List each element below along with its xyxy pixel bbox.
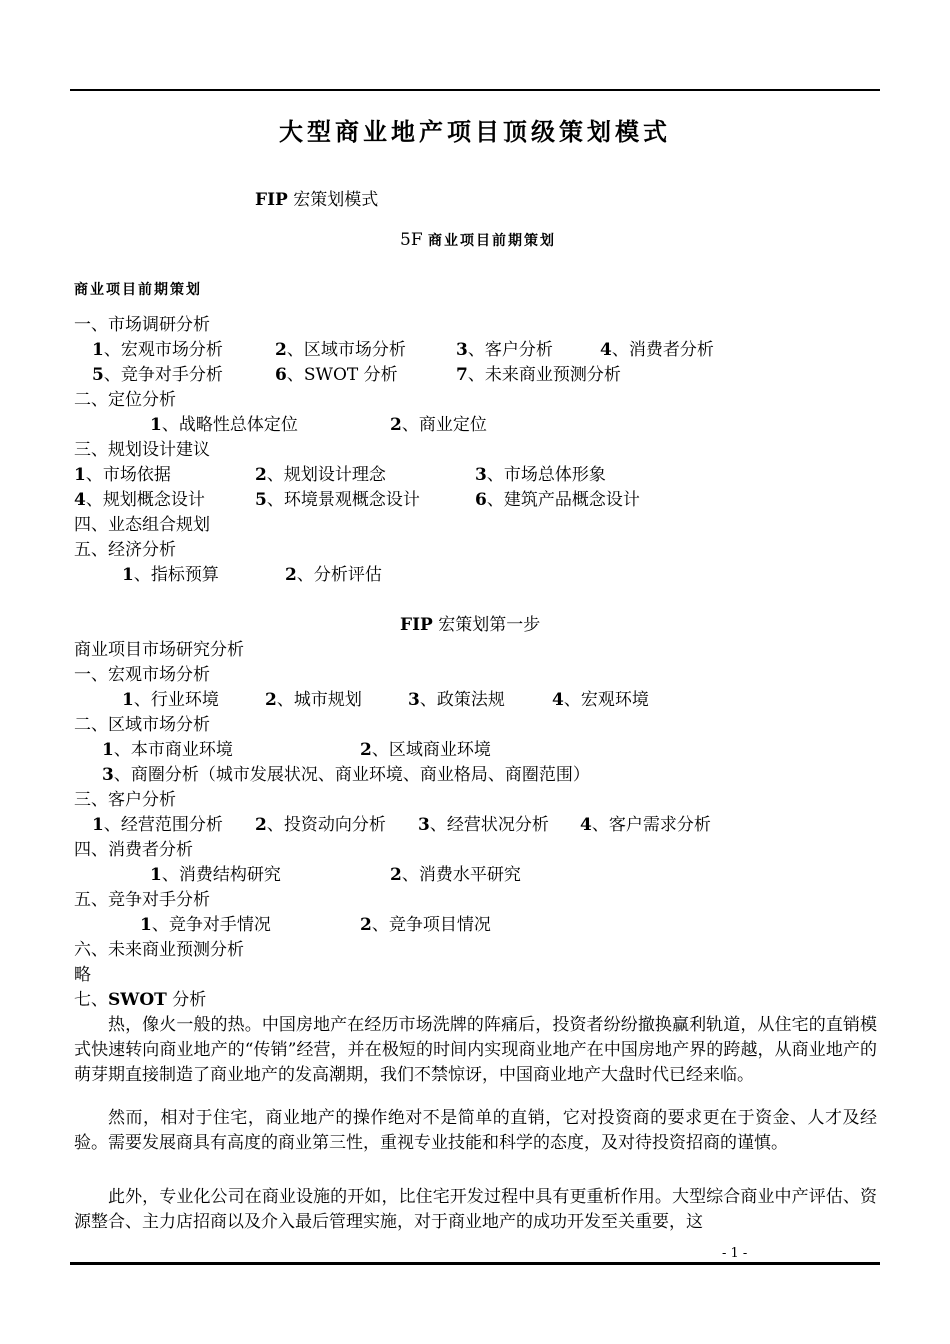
page-number: - 1 -: [722, 1246, 748, 1261]
market-m4: 四、消费者分析: [74, 840, 193, 860]
list-item: 7、未来商业预测分析: [456, 365, 621, 385]
list-item: 1、行业环境: [122, 690, 219, 710]
list-item: 3、商圈分析（城市发展状况、商业环境、商业格局、商圈范围）: [102, 765, 590, 785]
outline-s3: 三、规划设计建议: [74, 440, 210, 460]
list-item: 4、规划概念设计: [74, 490, 205, 510]
outline-s1: 一、市场调研分析: [74, 315, 210, 335]
list-item: 5、竞争对手分析: [92, 365, 223, 385]
list-item: 1、市场依据: [74, 465, 171, 485]
header-rule: [70, 89, 880, 91]
list-item: 2、规划设计理念: [255, 465, 386, 485]
list-item: 2、城市规划: [265, 690, 362, 710]
list-item: 2、区域市场分析: [275, 340, 406, 360]
paragraph: 然而，相对于住宅，商业地产的操作绝对不是简单的直销，它对投资商的要求更在于资金、人才及经验。需要发展商具有高度的商业第三性，重视专业技能和科学的态度，及对待投资招商的谨慎。: [74, 1108, 877, 1153]
list-item: 2、区域商业环境: [360, 740, 491, 760]
market-m1: 一、宏观市场分析: [74, 665, 210, 685]
market-m7: 七、SWOT 分析: [74, 990, 207, 1010]
list-item: 3、经营状况分析: [418, 815, 549, 835]
list-item: 2、分析评估: [285, 565, 382, 585]
paragraph: 热，像火一般的热。中国房地产在经历市场洗牌的阵痛后，投资者纷纷撤换赢利轨道，从住宅的直销模式快速转向商业地产的“传销”经营，并在极短的时间内实现商业地产在中国房地产界的跨越，从商业地产的萌芽期直接制造了商业地产的发高潮期，我们不禁惊讶，中国商业地产大盘时代已经来临。: [74, 1015, 877, 1085]
section-heading: 商业项目前期策划: [74, 282, 202, 298]
list-item: 3、客户分析: [456, 340, 553, 360]
market-m5: 五、竞争对手分析: [74, 890, 210, 910]
page-title: 大型商业地产项目顶级策划模式: [279, 117, 671, 146]
step1-heading: FIP 宏策划第一步: [400, 615, 541, 635]
list-item: 1、竞争对手情况: [140, 915, 271, 935]
step1-subheading: 商业项目市场研究分析: [74, 640, 244, 660]
list-item: 1、宏观市场分析: [92, 340, 223, 360]
list-item: 2、投资动向分析: [255, 815, 386, 835]
list-item: 2、消费水平研究: [390, 865, 521, 885]
list-item: 3、政策法规: [408, 690, 505, 710]
outline-s4: 四、业态组合规划: [74, 515, 210, 535]
list-item: 2、商业定位: [390, 415, 487, 435]
paragraph: 此外，专业化公司在商业设施的开如，比住宅开发过程中具有更重析作用。大型综合商业中产评估、资源整合、主力店招商以及介入最后管理实施，对于商业地产的成功开发至关重要，这: [74, 1187, 877, 1232]
subtitle-5f: 5F 商业项目前期策划: [400, 230, 557, 250]
list-item: 4、客户需求分析: [580, 815, 711, 835]
list-item: 5、环境景观概念设计: [255, 490, 420, 510]
list-item: 2、竞争项目情况: [360, 915, 491, 935]
subtitle-fip-mode: FIP 宏策划模式: [255, 190, 379, 210]
list-item: 6、建筑产品概念设计: [475, 490, 640, 510]
outline-s2: 二、定位分析: [74, 390, 176, 410]
list-item: 1、经营范围分析: [92, 815, 223, 835]
outline-s5: 五、经济分析: [74, 540, 176, 560]
market-m2: 二、区域市场分析: [74, 715, 210, 735]
list-item: 1、战略性总体定位: [150, 415, 298, 435]
list-item: 3、市场总体形象: [475, 465, 606, 485]
list-item: 6、SWOT 分析: [275, 365, 398, 385]
list-item: 4、消费者分析: [600, 340, 714, 360]
market-m6-body: 略: [74, 965, 91, 985]
list-item: 1、本市商业环境: [102, 740, 233, 760]
list-item: 4、宏观环境: [552, 690, 649, 710]
footer-rule: [70, 1262, 880, 1265]
list-item: 1、消费结构研究: [150, 865, 281, 885]
market-m6: 六、未来商业预测分析: [74, 940, 244, 960]
list-item: 1、指标预算: [122, 565, 219, 585]
market-m3: 三、客户分析: [74, 790, 176, 810]
